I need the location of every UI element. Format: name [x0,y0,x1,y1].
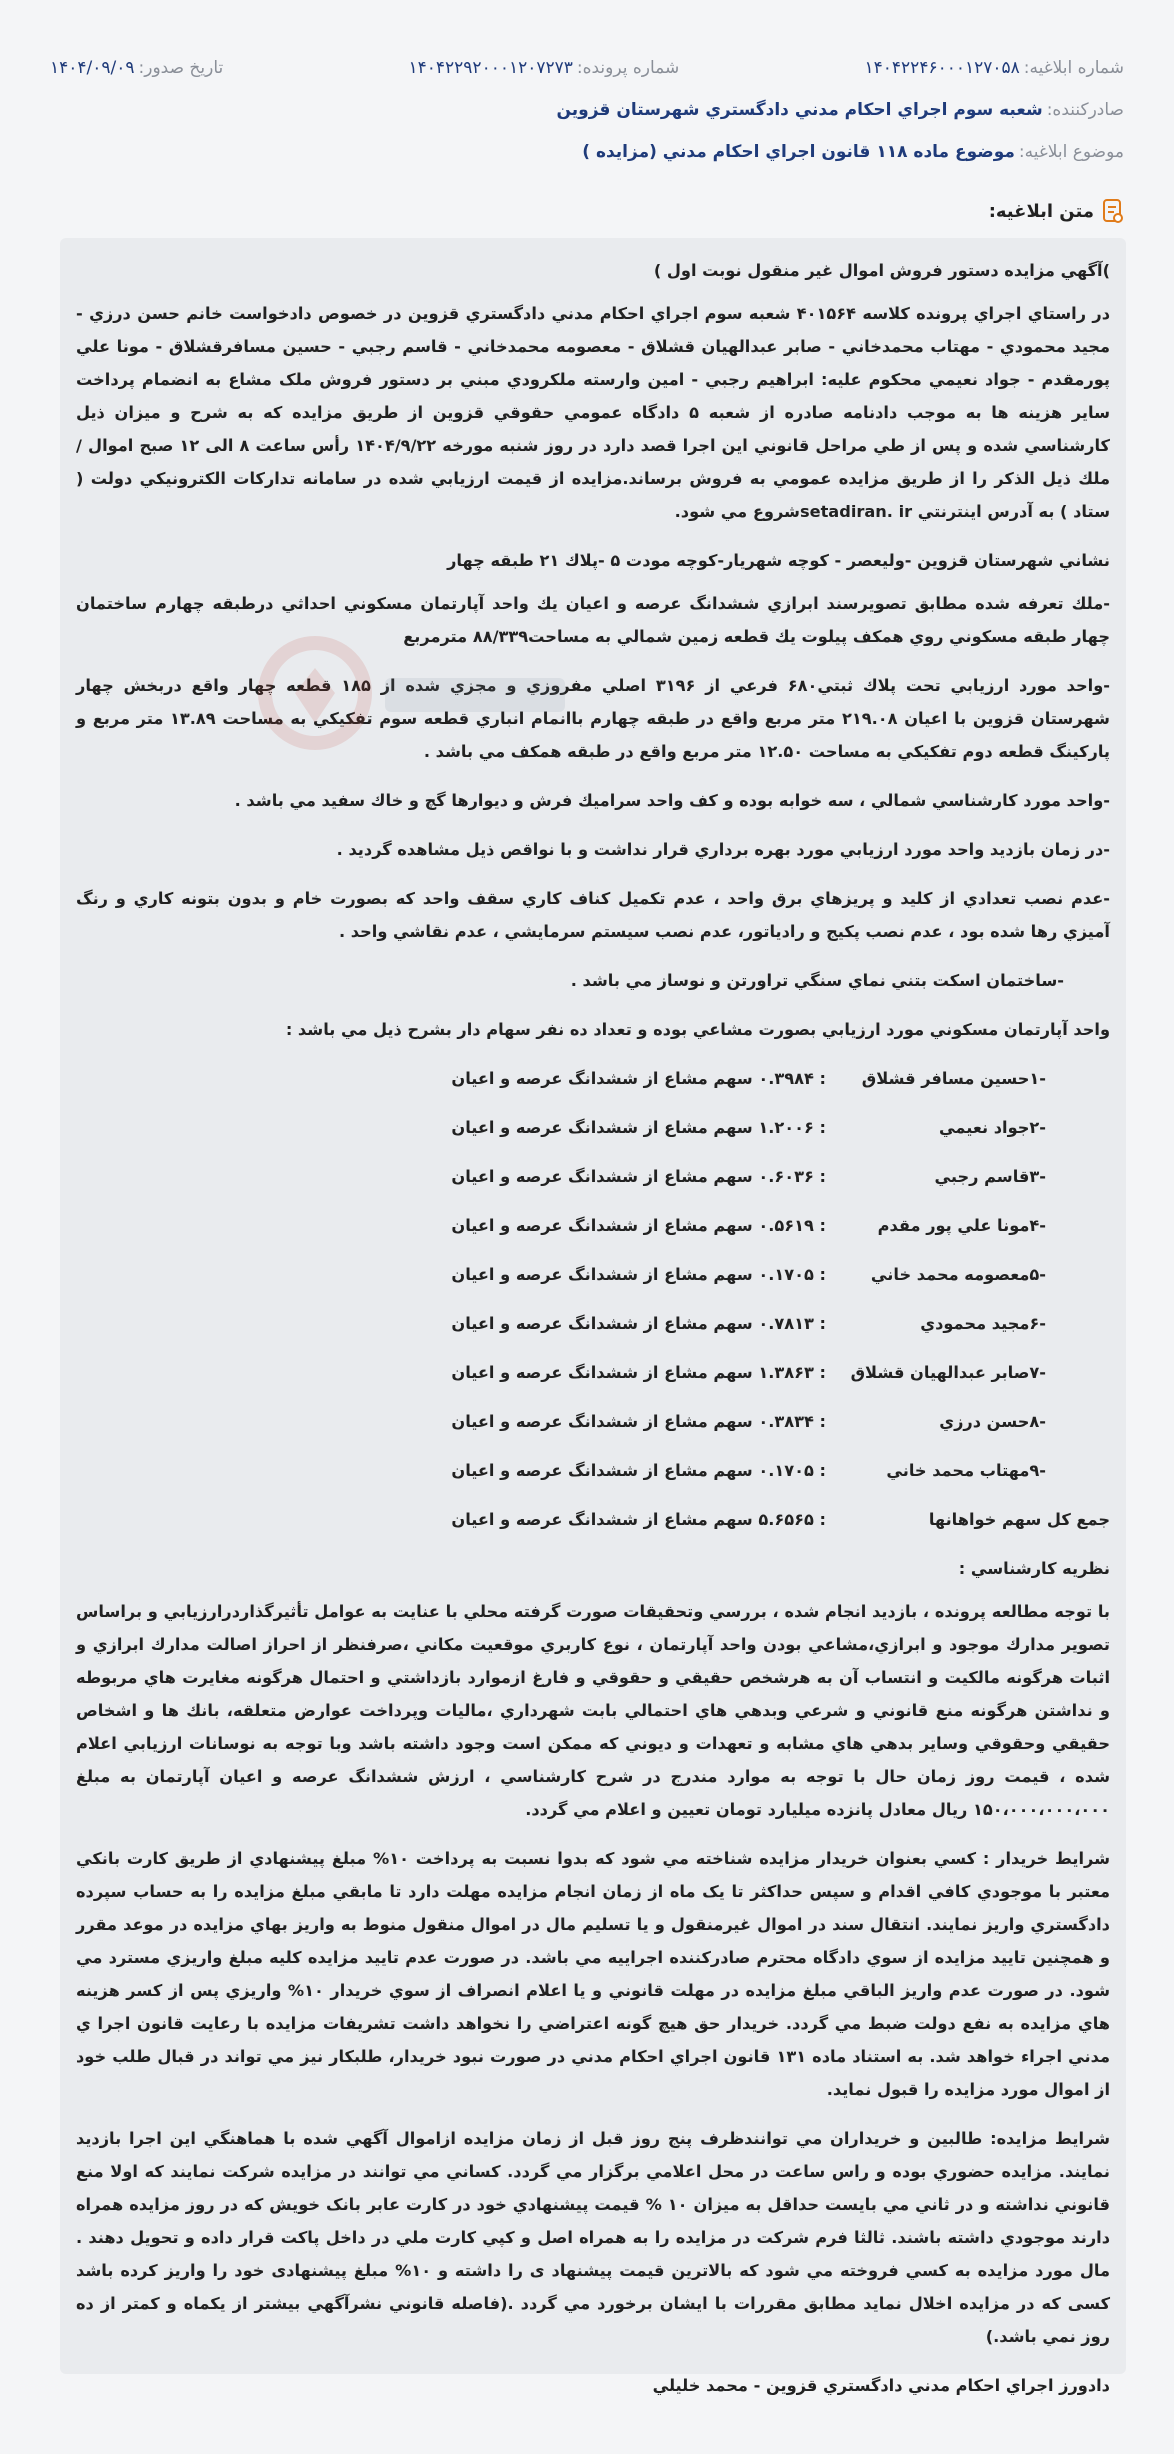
issue-date [50,58,223,78]
body-title [989,198,1124,224]
address-paragraph: نشاني شهرستان قزوين -وليعصر - كوچه شهريار-كوچه مودت ۵ -پلاك ۲۱ طبقه چهار [447,551,1110,570]
shareholder-name: -۷صابر عبدالهيان قشلاق [850,1363,1046,1382]
shareholders-total-label: جمع كل سهم خواهانها [928,1510,1110,1529]
notice-title-paragraph: )آگهي مزايده دستور فروش اموال غير منقول نوبت اول ) [653,261,1110,280]
description-paragraph-1: -ملك تعرفه شده مطابق تصويرسند ابرازي ششدانگ عرصه و اعيان يك واحد آپارتمان مسكوني احداثي درطبقه چهارم ساختمان چهار طبقه مسكوني روي همكف پيلوت يك قطعه زمين شمالي به مساحت۸۸/۳۳۹ مترمربع [76,594,1110,646]
subject-row [582,142,1124,162]
shareholder-share: : ۰.۳۹۸۴ سهم مشاع از ششدانگ عرصه و اعيان [451,1069,826,1088]
shareholder-share: : ۱.۲۰۰۶ سهم مشاع از ششدانگ عرصه و اعيان [451,1118,826,1137]
issuer-value: شعبه سوم اجراي احكام مدني دادگستري شهرستان قزوين [556,100,1043,120]
body-title-text: متن ابلاغیه: [988,200,1094,222]
case-number-value: ۱۴۰۴۲۲۹۲۰۰۰۱۲۰۷۲۷۳ [408,58,573,78]
case-number-label: شماره پرونده: [576,58,680,78]
shareholders-list [76,1062,1110,1536]
shareholder-name: -۴مونا علي پور مقدم [877,1216,1046,1235]
shareholder-share: : ۱.۳۸۶۳ سهم مشاع از ششدانگ عرصه و اعيان [451,1363,826,1382]
shareholder-row [76,1405,1046,1438]
shareholder-name: -۱حسين مسافر قشلاق [861,1069,1046,1088]
description-paragraph-4: -در زمان بازديد واحد مورد ارزيابي مورد بهره برداري قرار نداشت و با نواقص ذيل مشاهده گرديد . [336,840,1110,859]
issue-date-value: ۱۴۰۴/۰۹/۰۹ [50,58,135,78]
notice-meta-row [50,58,1124,78]
shareholder-row [76,1258,1046,1291]
signature-paragraph: دادورز اجراي احكام مدني دادگستري قزوين - محمد خليلي [652,2376,1110,2395]
shareholder-row [76,1062,1046,1095]
case-number [409,58,680,78]
shareholder-name: -۳قاسم رجبي [934,1167,1046,1186]
shareholders-total-row [76,1503,1110,1536]
notice-number [865,58,1124,78]
shareholder-row [76,1111,1046,1144]
shareholder-share: : ۰.۷۸۱۳ سهم مشاع از ششدانگ عرصه و اعيان [451,1314,826,1333]
description-paragraph-5: -عدم نصب تعدادي از كليد و پريزهاي برق واحد ، عدم تكميل كناف كاري سقف واحد كه بصورت خام و بدون بتونه كاري و رنگ آميزي رها شده بود ، عدم نصب پكيج و رادياتور، عدم نصب سيستم سرمايشي ، عدم نقاشي واحد . [76,889,1110,941]
description-paragraph-2: -واحد مورد ارزيابي تحت پلاك ثبتي۶۸۰ فرعي از ۳۱۹۶ اصلي مفروزي و مجزي شده از ۱۸۵ قطعه چهار واقع دربخش چهار شهرستان قزوين با اعيان ۲۱۹.۰۸ متر مربع واقع در طبقه چهارم باانمام انباري قطعه سوم تفكيكي به مساحت ۱۳.۸۹ متر مربع و پاركينگ قطعه دوم تفكيكي به مساحت ۱۲.۵۰ متر مربع واقع در طبقه همكف مي باشد . [76,676,1110,761]
notice-body [60,238,1126,2395]
subject-value: موضوع ماده ۱۱۸ قانون اجراي احكام مدني (مزايده ) [582,142,1015,162]
description-paragraph-6: -ساختمان اسكت بتني نماي سنگي تراورتن و نوساز مي باشد . [570,971,1064,990]
shareholders-total-value: : ۵.۶۵۶۵ سهم مشاع از ششدانگ عرصه و اعيان [451,1510,826,1529]
shareholder-name: -۶مجيد محمودي [920,1314,1046,1333]
shareholder-name: -۸حسن درزي [939,1412,1046,1431]
shareholder-share: : ۰.۱۷۰۵ سهم مشاع از ششدانگ عرصه و اعيان [451,1265,826,1284]
shareholder-row [76,1160,1046,1193]
description-paragraph-7: واحد آپارتمان مسكوني مورد ارزيابي بصورت مشاعي بوده و تعداد ده نفر سهام دار بشرح ذيل مي باشد : [285,1020,1110,1039]
shareholder-row [76,1209,1046,1242]
intro-paragraph: در راستاي اجراي پرونده كلاسه ۴۰۱۵۶۴ شعبه سوم اجراي احكام مدني دادگستري قزوين در خصوص دادخواست خانم حسن درزي - مجيد محمودي - مهتاب محمدخاني - صابر عبدالهيان قشلاق - معصومه محمدخاني - قاسم رجبي - حسين مسافرقشلاق - مونا علي پورمقدم - جواد نعيمي محکوم علیه: ابراهيم رجبي - امين وارسته ملكرودي مبني بر دستور فروش ملک مشاع به انضمام پرداخت ساير هزينه ها به موجب دادنامه صادره از شعبه ۵ دادگاه عمومي حقوقي قزوين از طريق مزايده که به شرح و ميزان ذيل كارشناسي شده و پس از طي مراحل قانوني اين اجرا قصد دارد در روز شنبه مورخه ۱۴۰۴/۹/۲۲ رأس ساعت ۸ الی ۱۲ صبح اموال / ملك ذيل الذكر را از طريق مزايده عمومي به فروش برساند.مزايده از قيمت ارزيابي شده در سامانه تداركات الكترونيكي دولت ( ستاد ) به آدرس اينترنتي setadiran. irشروع مي شود. [76,304,1111,521]
notice-number-value: ۱۴۰۴۲۲۴۶۰۰۰۱۲۷۰۵۸ [864,58,1020,78]
shareholder-share: : ۰.۵۶۱۹ سهم مشاع از ششدانگ عرصه و اعيان [451,1216,826,1235]
expert-opinion-paragraph: با توجه مطالعه پرونده ، بازديد انجام شده ، بررسي وتحقيقات صورت گرفته محلي با عنايت به عوامل تأثيرگذاردرارزيابي و براساس تصوير مدارك موجود و ابرازي،مشاعي بودن واحد آپارتمان ، نوع كاربري موقعيت مكاني ،صرفنظر از احراز اصالت مدارك ابرازي و اثبات هرگونه مالكيت و انتساب آن به هرشخص حقيقي و حقوقي و فارغ ازموارد بازداشتي و احتمال هرگونه مغايرت هاي مربوطه و نداشتن هرگونه منع قانوني و شرعي وبدهي هاي احتمالي بابت شهرداري ،ماليات وپرداخت عوارض متعلقه، بانك ها و اشخاص حقيقي وحقوقي وساير بدهي هاي مشابه و تعهدات و ديوني كه ممكن است وجود داشته باشد وبا توجه به نوسانات ارزيابي اعلام شده ، قيمت روز زمان حال با توجه به موارد مندرج در شرح كارشناسي ، ارزش ششدانگ عرصه و اعيان آپارتمان به مبلغ ۱۵۰،۰۰۰،۰۰۰،۰۰۰ ريال معادل پانزده ميليارد تومان تعيين و اعلام مي گردد. [76,1602,1110,1819]
shareholder-row [76,1454,1046,1487]
shareholder-name: -۹مهتاب محمد خاني [886,1461,1046,1480]
issuer-label: صادرکننده: [1046,100,1124,120]
shareholder-name: -۵معصومه محمد خاني [870,1265,1046,1284]
notice-number-label: شماره ابلاغیه: [1023,58,1124,78]
auction-conditions-paragraph: شرايط مزايده: طالبين و خريداران مي توانندظرف پنج روز قبل از زمان مزايده ازاموال آگهي شده با هماهنگي اين اجرا بازديد نمايند. مزايده حضوري بوده و راس ساعت در محل اعلامي برگزار مي گردد. كساني مي توانند در مزايده شركت نمايند كه اولا منع قانوني نداشته و در ثاني مي بايست حداقل به ميزان ۱۰ % قيمت پيشنهادي خود در كارت عابر بانک خويش كه در روز مزايده همراه دارند موجودي داشته باشند. ثالثا فرم شركت در مزايده را به همراه اصل و كپي كارت ملي در داخل پاكت قرار داده و تحويل دهند . مال مورد مزايده به كسي فروخته مي شود كه بالاترين قيمت پيشنهاد ی را داشته و ۱۰% مبلغ پيشنهادی خود را واريز كرده باشد كسی كه در مزايده اخلال نمايد مطابق مقررات با ايشان برخورد مي گردد .(فاصله قانوني نشرآگهي بيشتر از يكماه و كمتر از ده روز نمي باشد.) [76,2129,1110,2346]
shareholder-row [76,1307,1046,1340]
shareholder-share: : ۰.۶۰۳۶ سهم مشاع از ششدانگ عرصه و اعيان [451,1167,826,1186]
expert-opinion-title: نظريه كارشناسي : [958,1559,1110,1578]
buyer-conditions-paragraph: شرايط خريدار : كسي بعنوان خريدار مزايده شناخته مي شود كه بدوا نسبت به پرداخت ۱۰% مبلغ پيشنهادي از طريق كارت بانكي معتبر با موجودي كافي اقدام و سپس حداكثر تا يک ماه از زمان انجام مزايده مهلت دارد تا مابقي مبلغ مزايده را به حساب سپرده دادگستري واريز نمايند. انتقال سند در اموال غيرمنقول و يا تسليم مال در اموال منقول منوط به واريز بهاي مزايده در موعد مقرر و همچنين تاييد مزايده از سوي دادگاه محترم صادرکننده اجراييه مي باشد. در صورت عدم تاييد مزايده کليه مبلغ واريزي مسترد مي شود. در صورت عدم واريز الباقي مبلغ مزايده در مهلت قانوني و يا اعلام انصراف از سوي خريدار ۱۰% واريزي پس از کسر هزينه هاي مزايده به نفع دولت ضبط مي گردد. خريدار حق هيچ گونه اعتراضي را نخواهد داشت تشريفات مزايده با رعايت قانون اجرا ي مدني اجراء خواهد شد. به استناد ماده ۱۳۱ قانون اجراي احکام مدني در صورت نبود خريدار، طلبکار نيز مي تواند در قبال طلب خود از اموال مورد مزايده را قبول نمايد. [76,1849,1111,2099]
issuer-row [556,100,1124,120]
issue-date-label: تاریخ صدور: [138,58,224,78]
document-icon [1102,198,1124,224]
shareholder-row [76,1356,1046,1389]
subject-label: موضوع ابلاغیه: [1018,142,1124,162]
shareholder-name: -۲جواد نعيمي [939,1118,1046,1137]
description-paragraph-3: -واحد مورد كارشناسي شمالي ، سه خوابه بوده و كف واحد سراميك فرش و ديوارها گچ و خاك سفيد مي باشد . [234,791,1110,810]
shareholder-share: : ۰.۱۷۰۵ سهم مشاع از ششدانگ عرصه و اعيان [451,1461,826,1480]
shareholder-share: : ۰.۳۸۳۴ سهم مشاع از ششدانگ عرصه و اعيان [451,1412,826,1431]
